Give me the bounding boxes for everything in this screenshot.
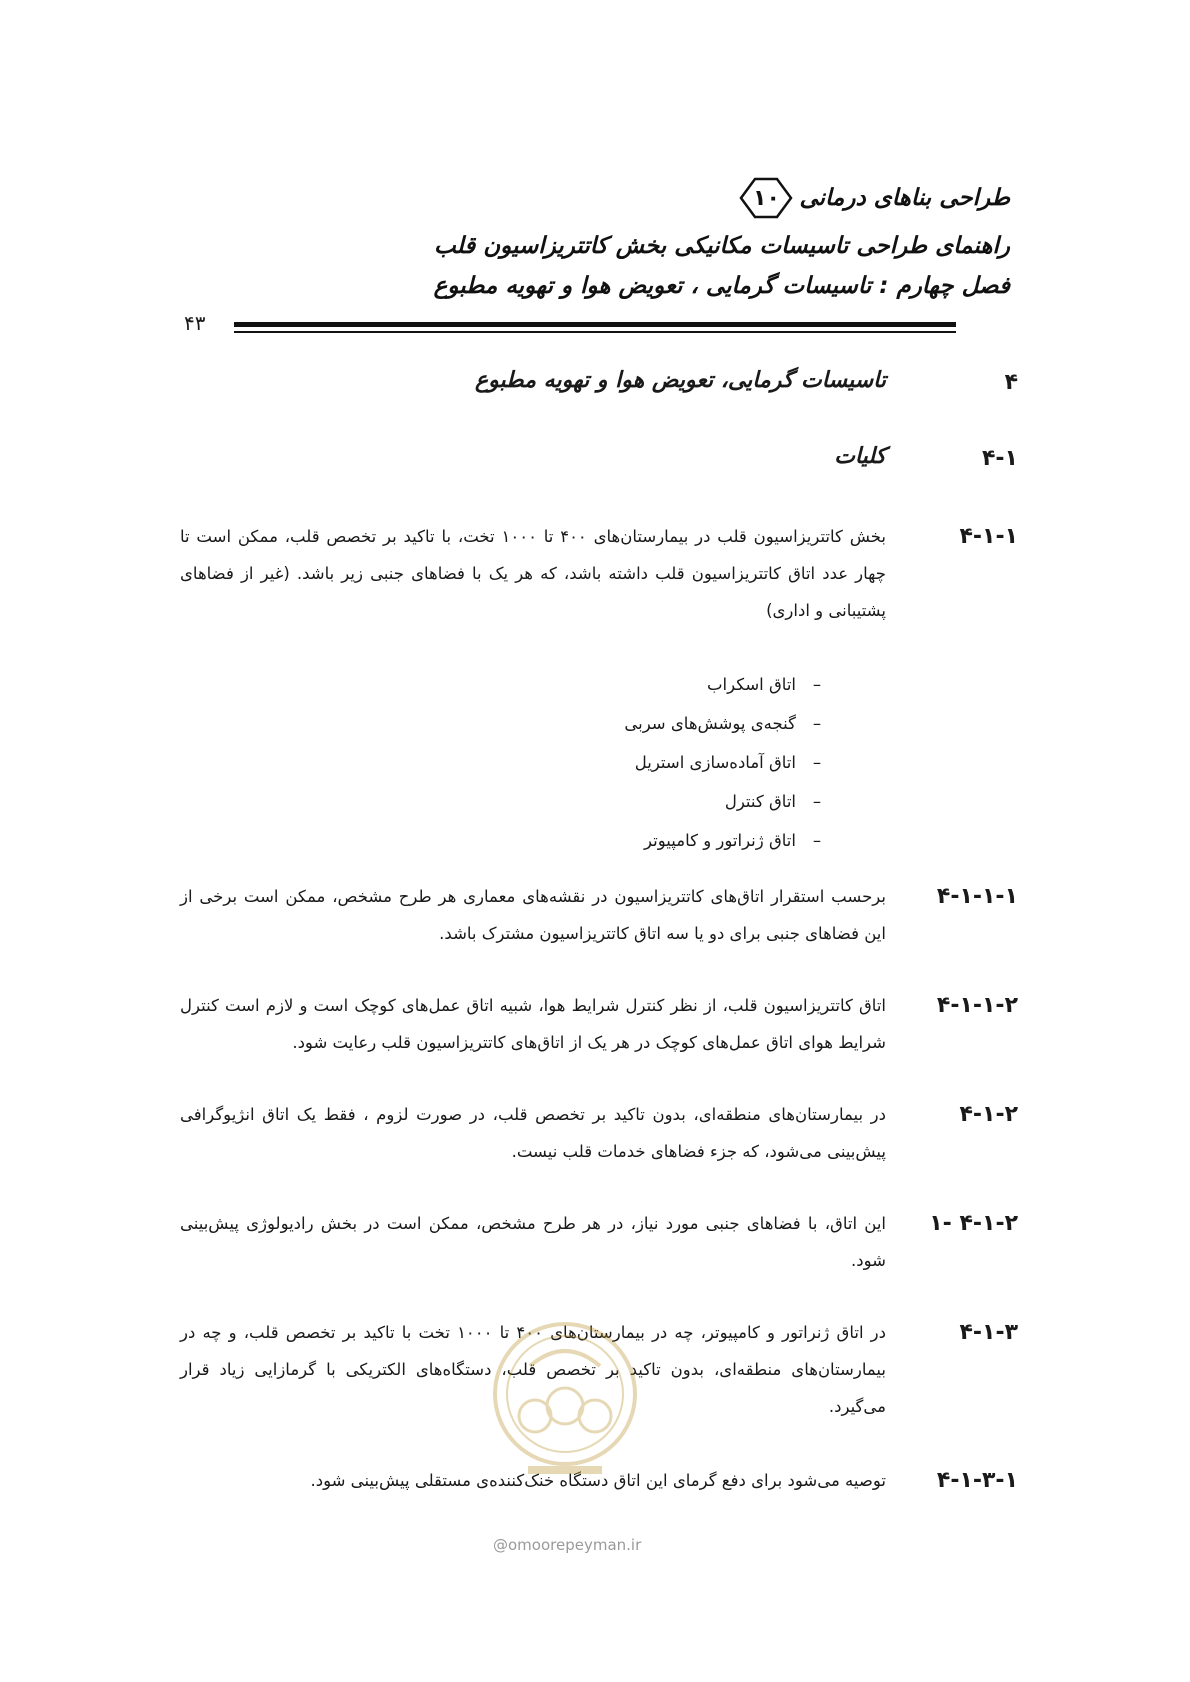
item-number: ۴-۱-۱-۱ xyxy=(936,884,1018,909)
list-item: –اتاق ژنراتور و کامپیوتر xyxy=(624,821,838,860)
subsection-number: ۴-۱ xyxy=(982,446,1018,471)
header-rule-thin xyxy=(234,331,956,333)
list-item: –اتاق آماده‌سازی استریل xyxy=(624,743,838,782)
list-item: –اتاق اسکراب xyxy=(624,665,838,704)
subsection-title: کلیات xyxy=(834,444,886,469)
list-marker: – xyxy=(812,714,822,733)
list-item: –گنجه‌ی پوشش‌های سربی xyxy=(624,704,838,743)
item-paragraph: برحسب استقرار اتاق‌های کاتتریزاسیون در نقشه‌های معماری هر طرح مشخص، ممکن است برخی از این فضاهای جنبی برای دو یا سه اتاق کاتتریزاسیون مشترک باشد. xyxy=(180,887,886,943)
list-marker: – xyxy=(812,831,822,850)
seal-logo-icon xyxy=(490,1316,640,1486)
item-number: ۴-۱-۱-۲ xyxy=(936,993,1018,1018)
item-paragraph: در اتاق ژنراتور و کامپیوتر، چه در بیمارستان‌های ۴۰۰ تا ۱۰۰۰ تخت با تاکید بر تخصص قلب، و چه در بیمارستان‌های منطقه‌ای، بدون تاکید بر تخصص قلب، دستگاه‌های الکتریکی با گرمازایی زیاد قرار می‌گیرد. xyxy=(180,1323,886,1416)
series-number: ۱۰ xyxy=(753,185,780,211)
section-number: ۴ xyxy=(1004,370,1018,395)
chapter-title: فصل چهارم : تاسیسات گرمایی ، تعویض هوا و تهویه مطبوع xyxy=(433,273,1010,299)
list-marker: – xyxy=(812,753,822,772)
series-title: طراحی بناهای درمانی xyxy=(799,185,1010,211)
item-paragraph: توصیه می‌شود برای دفع گرمای این اتاق دستگاه خنک‌کننده‌ی مستقلی پیش‌بینی شود. xyxy=(310,1471,886,1490)
item-number: ۴-۱-۳-۱ xyxy=(936,1468,1018,1493)
item-number: ۴-۱-۱ xyxy=(959,524,1018,549)
page-number: ۴۳ xyxy=(184,311,206,335)
item-paragraph: این اتاق، با فضاهای جنبی مورد نیاز، در هر طرح مشخص، ممکن است در بخش رادیولوژی پیش‌بینی شود. xyxy=(180,1214,886,1270)
section-title: تاسیسات گرمایی، تعویض هوا و تهویه مطبوع xyxy=(475,368,886,393)
list-marker: – xyxy=(812,675,822,694)
list-item: –اتاق کنترل xyxy=(624,782,838,821)
item-number: ۴-۱-۳ xyxy=(959,1320,1018,1345)
list-marker: – xyxy=(812,792,822,811)
spaces-list xyxy=(624,665,838,860)
header-rule-thick xyxy=(234,322,956,327)
series-title-line xyxy=(737,176,1010,220)
item-number: ۴-۱-۲ -۱ xyxy=(929,1211,1018,1236)
item-paragraph: در بیمارستان‌های منطقه‌ای، بدون تاکید بر تخصص قلب، در صورت لزوم ، فقط یک اتاق انژیوگرافی پیش‌بینی می‌شود، که جزء فضاهای خدمات قلب نیست. xyxy=(180,1105,886,1161)
item-paragraph: بخش کاتتریزاسیون قلب در بیمارستان‌های ۴۰۰ تا ۱۰۰۰ تخت، با تاکید بر تخصص قلب، ممکن است تا چهار عدد اتاق کاتتریزاسیون قلب داشته باشد، که هر یک با فضاهای جنبی زیر باشد. (غیر از فضاهای پشتیبانی و اداری) xyxy=(180,527,887,620)
series-number-badge xyxy=(737,176,795,220)
item-number: ۴-۱-۲ xyxy=(959,1102,1018,1127)
guide-title: راهنمای طراحی تاسیسات مکانیکی بخش کاتتریزاسیون قلب xyxy=(434,233,1010,259)
watermark-text: @omoorepeyman.ir xyxy=(493,1536,642,1554)
item-paragraph: اتاق کاتتریزاسیون قلب، از نظر کنترل شرایط هوا، شبیه اتاق عمل‌های کوچک است و لازم است کنترل شرایط هوای اتاق عمل‌های کوچک در هر یک از اتاق‌های کاتتریزاسیون قلب رعایت شود. xyxy=(180,996,886,1052)
